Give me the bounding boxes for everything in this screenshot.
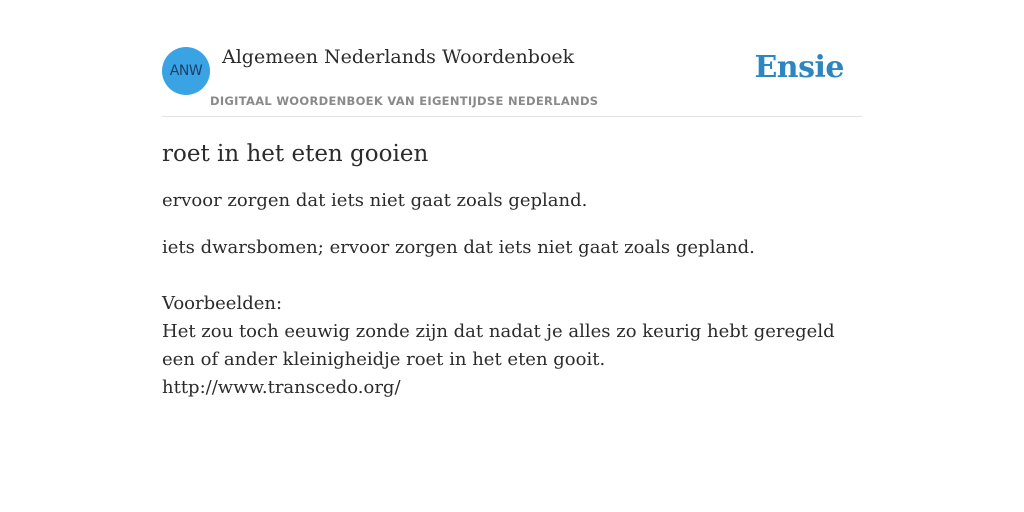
definition-short: ervoor zorgen dat iets niet gaat zoals gepland.	[162, 190, 588, 211]
example-source: http://www.transcedo.org/	[162, 377, 401, 398]
site-header	[162, 0, 862, 117]
anw-logo[interactable]	[162, 47, 210, 95]
site-subtitle: DIGITAAL WOORDENBOEK VAN EIGENTIJDSE NEDERLANDS	[210, 94, 599, 108]
site-title[interactable]: Algemeen Nederlands Woordenboek	[222, 46, 575, 68]
examples-section	[162, 290, 862, 402]
definition-full: iets dwarsbomen; ervoor zorgen dat iets niet gaat zoals gepland.	[162, 237, 755, 258]
ensie-brand-logo[interactable]: Ensie	[754, 50, 844, 85]
examples-label: Voorbeelden:	[162, 293, 283, 314]
logo-text: ANW	[169, 63, 203, 79]
headword: roet in het eten gooien	[162, 141, 429, 167]
page-container	[162, 0, 862, 402]
example-text: Het zou toch eeuwig zonde zijn dat nadat je alles zo keurig hebt geregeld een of ander kleinigheidje roet in het eten gooit.	[162, 321, 835, 370]
